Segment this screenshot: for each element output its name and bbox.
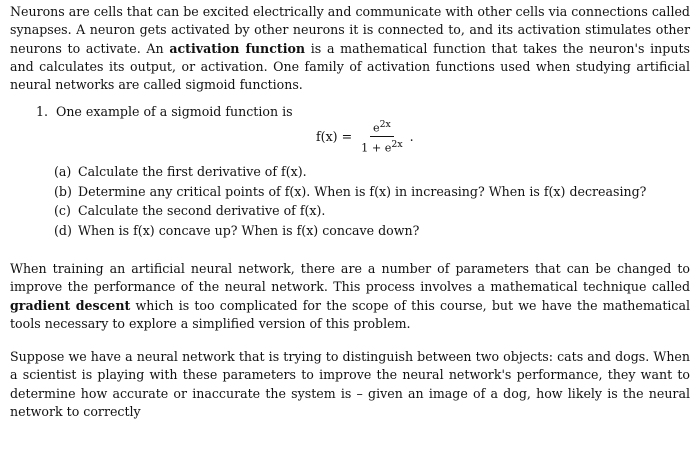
formula-fraction (358, 118, 405, 154)
part-label: (a) (54, 164, 72, 179)
activation-function-term: activation function (169, 40, 306, 56)
part-label: (b) (54, 183, 72, 199)
denominator-base: 1 + e (361, 141, 392, 155)
training-text-2: which is too complicated for the scope of this course, but we have the mathematical tools necessary to explore a simplified version of this problem. (10, 297, 690, 331)
part-text: When is f(x) concave up? When is f(x) concave down? (78, 222, 420, 238)
gradient-descent-term: gradient descent (10, 297, 131, 313)
problem-part-d (54, 221, 646, 241)
problem-prompt-text: One example of a sigmoid function is (56, 104, 293, 119)
problem-1-prompt (36, 103, 293, 121)
training-text-1: When training an artificial neural network, there are a number of parameters that can be changed to improve the performance of the neural network. This process involves a mathematical technique called (10, 261, 690, 295)
suppose-text: Suppose we have a neural network that is trying to distinguish between two objects: cats and dogs. When a scientist is playing with these parameters to improve the neural network's performance, they want to determine how accurate or inaccurate the system is – given an image of a dog, how likely is the neural network to correctly (10, 349, 690, 419)
formula-numerator (370, 118, 394, 137)
intro-text-2: is a mathematical function that takes the neuron's inputs and calculates its output, or activation. One family of activation functions used when studying artificial neural networks are called sigmoid functions. (10, 40, 690, 93)
problem-part-a (54, 162, 646, 182)
problem-number: 1. (36, 104, 49, 119)
intro-text-1: Neurons are cells that can be excited electrically and communicate with other cells via connections called synapses. A neuron gets activated by other neurons it is connected to, and its activation stimulates other neurons to activate. An (10, 4, 690, 56)
suppose-paragraph (10, 348, 690, 421)
part-text: Determine any critical points of f(x). When is f(x) in increasing? When is f(x) decreasing? (78, 183, 647, 199)
sigmoid-formula (316, 118, 414, 154)
problem-part-c (54, 201, 646, 221)
part-label: (c) (54, 203, 71, 218)
part-text: Calculate the first derivative of f(x). (78, 164, 307, 179)
intro-paragraph (10, 3, 690, 94)
numerator-base: e (372, 121, 380, 135)
training-paragraph (10, 260, 690, 333)
formula-denominator (358, 137, 405, 155)
formula-period: . (409, 128, 414, 144)
part-label: (d) (54, 222, 72, 238)
denominator-exponent: 2x (391, 138, 403, 150)
problem-part-b (54, 182, 646, 202)
numerator-exponent: 2x (379, 119, 391, 130)
formula-lhs: f(x) = (316, 128, 353, 144)
part-text: Calculate the second derivative of f(x). (78, 203, 326, 218)
problem-parts-list (54, 162, 646, 240)
